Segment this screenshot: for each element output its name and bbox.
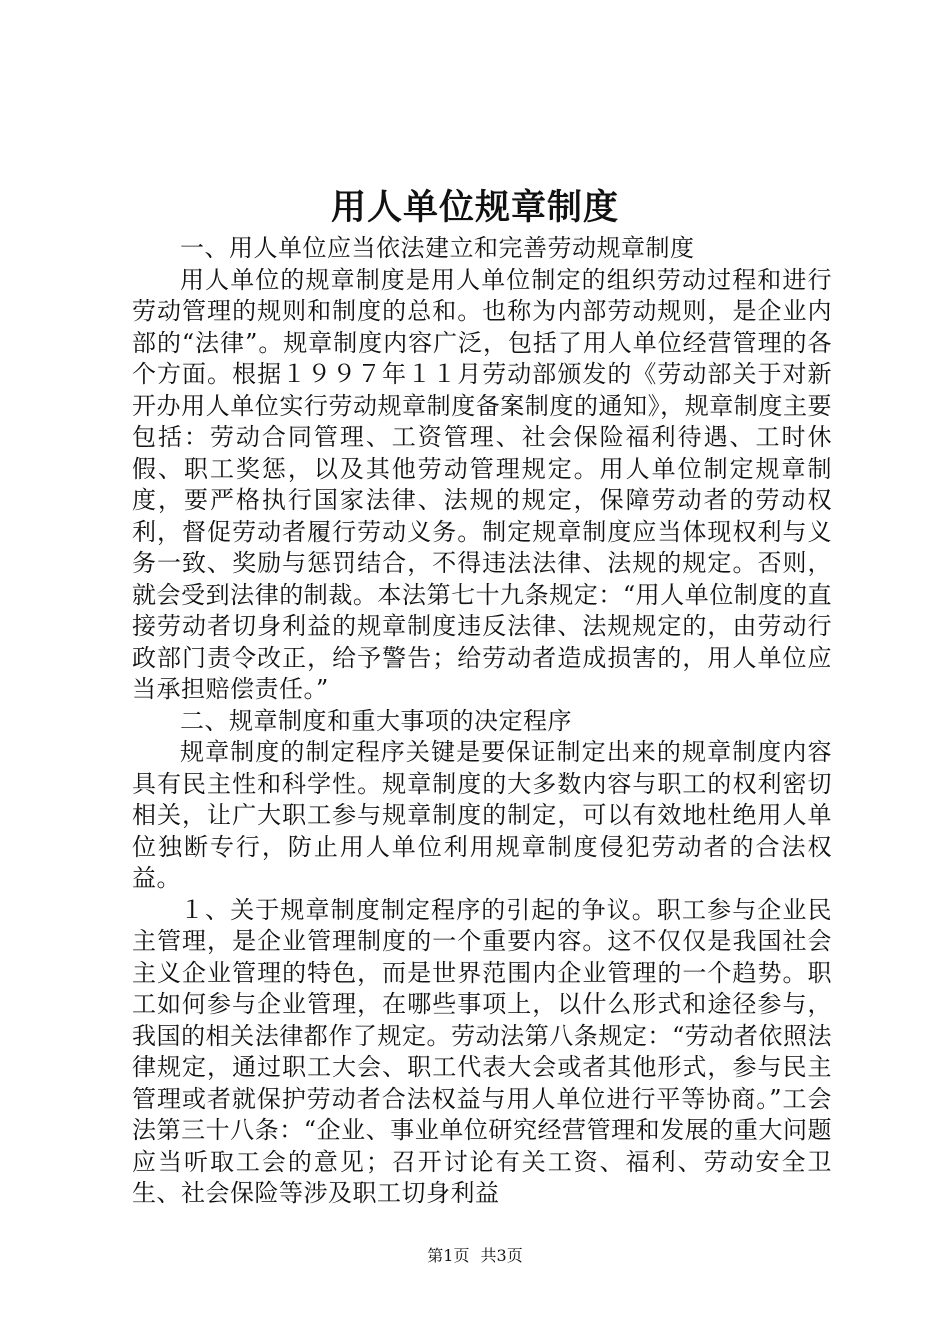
body-paragraph-3: １、关于规章制度制定程序的引起的争议。职工参与企业民主管理，是企业管理制度的一个重要内容。这不仅仅是我国社会主义企业管理的特色，而是世界范围内企业管理的一个趋势。职工如何参与企业管理，在哪些事项上，以什么形式和途径参与，我国的相关法律都作了规定。劳动法第八条规定：“劳动者依照法律规定，通过职工大会、职工代表大会或者其他形式，参与民主管理或者就保护劳动者合法权益与用人单位进行平等协商。”工会法第三十八条：“企业、事业单位研究经营管理和发展的重大问题应当听取工会的意见；召开讨论有关工资、福利、劳动安全卫生、社会保险等涉及职工切身利益	[132, 895, 832, 1207]
page-number: 第1页	[427, 1246, 470, 1265]
document-title: 用人单位规章制度	[330, 187, 619, 228]
body-paragraph-2: 规章制度的制定程序关键是要保证制定出来的规章制度内容具有民主性和科学性。规章制度的大多数内容与职工的权利密切相关，让广大职工参与规章制度的制定，可以有效地杜绝用人单位独断专行，防止用人单位利用规章制度侵犯劳动者的合法权益。	[132, 738, 832, 892]
page-total: 共3页	[480, 1246, 523, 1265]
document-body	[132, 233, 832, 1210]
section-heading-1: 一、用人单位应当依法建立和完善劳动规章制度	[180, 234, 695, 262]
page-footer	[0, 1246, 950, 1266]
section-heading-2: 二、规章制度和重大事项的决定程序	[180, 706, 572, 735]
body-paragraph-1: 用人单位的规章制度是用人单位制定的组织劳动过程和进行劳动管理的规则和制度的总和。也称为内部劳动规则，是企业内部的“法律”。规章制度内容广泛，包括了用人单位经营管理的各个方面。根据１９９７年１１月劳动部颁发的《劳动部关于对新开办用人单位实行劳动规章制度备案制度的通知》，规章制度主要包括：劳动合同管理、工资管理、社会保险福利待遇、工时休假、职工奖惩，以及其他劳动管理规定。用人单位制定规章制度，要严格执行国家法律、法规的规定，保障劳动者的劳动权利，督促劳动者履行劳动义务。制定规章制度应当体现权利与义务一致、奖励与惩罚结合，不得违法法律、法规的规定。否则，就会受到法律的制裁。本法第七十九条规定：“用人单位制度的直接劳动者切身利益的规章制度违反法律、法规规定的，由劳动行政部门责令改正，给予警告；给劳动者造成损害的，用人单位应当承担赔偿责任。”	[132, 265, 832, 703]
